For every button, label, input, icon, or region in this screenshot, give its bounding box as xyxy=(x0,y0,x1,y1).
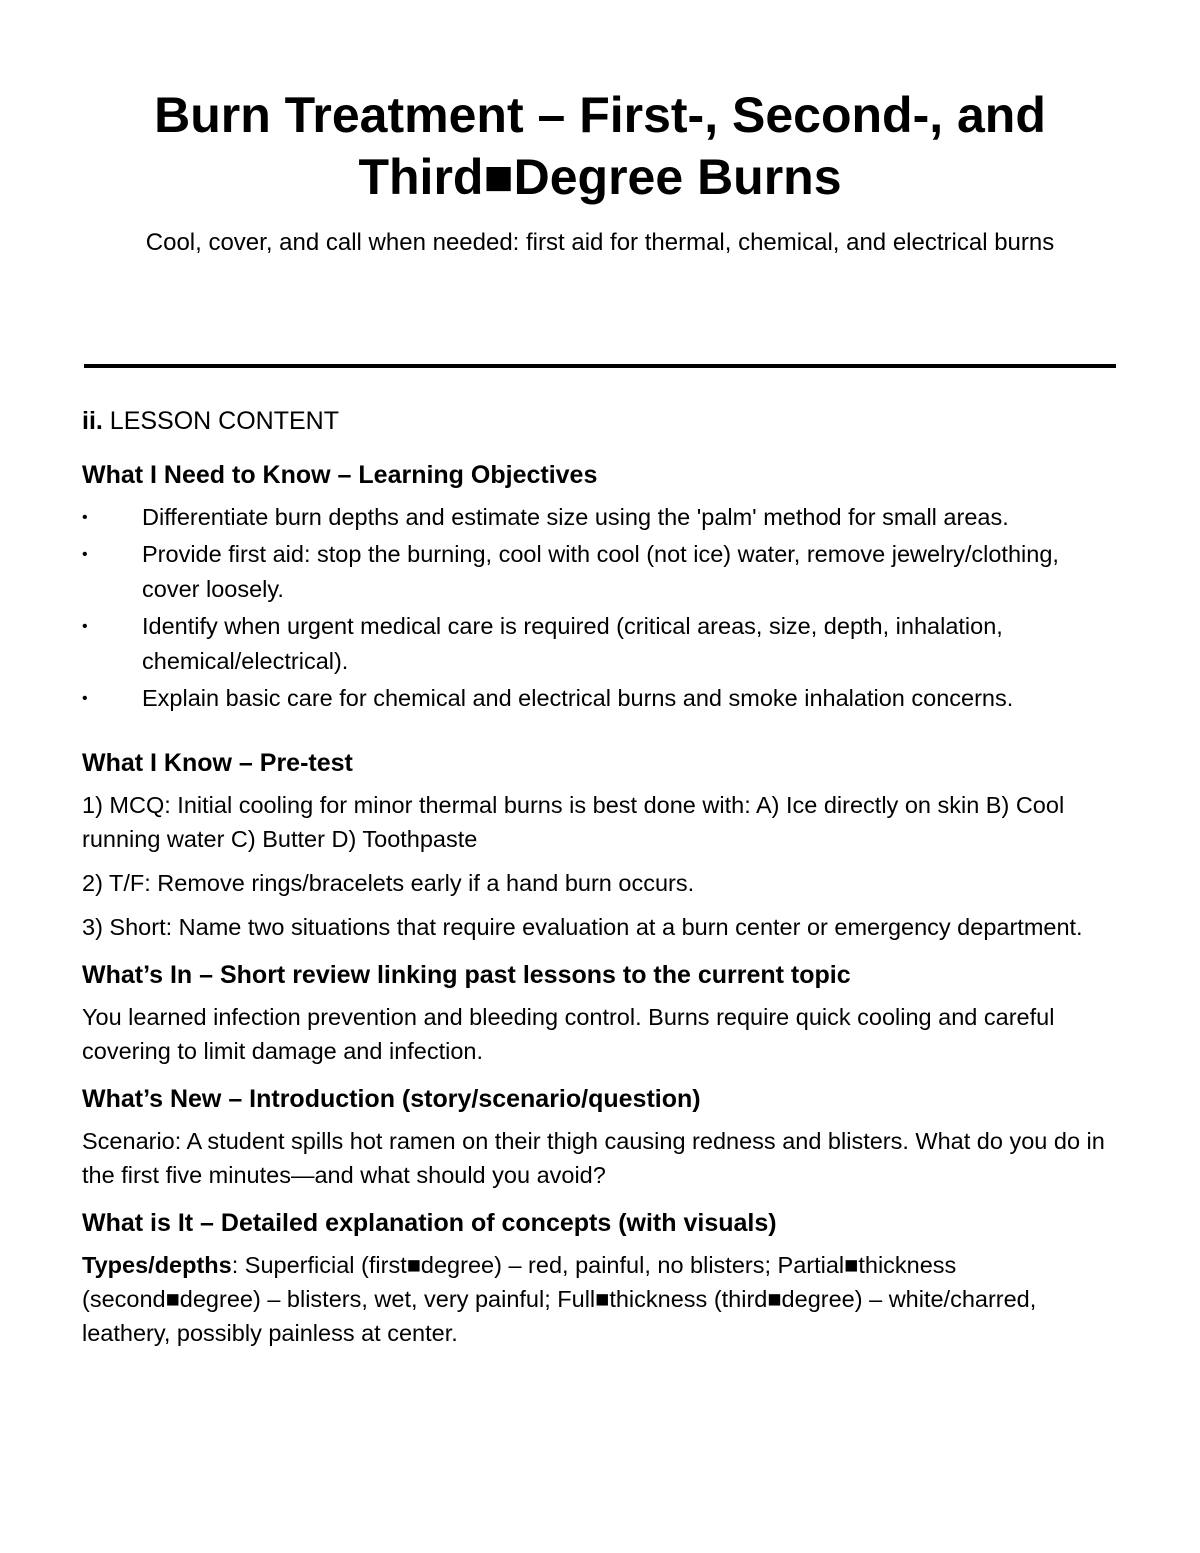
whats-new-heading: What’s New – Introduction (story/scenario/question) xyxy=(82,1085,701,1113)
whats-new-body: Scenario: A student spills hot ramen on their thigh causing redness and blisters. What do you do in the first five minutes—and what should you avoid? xyxy=(82,1128,1105,1188)
bullet-icon: • xyxy=(82,509,88,526)
whats-in-heading: What’s In – Short review linking past lessons to the current topic xyxy=(82,961,851,989)
list-item xyxy=(82,500,1112,535)
what-is-it-lead: Types/depths xyxy=(82,1252,232,1278)
horizontal-divider xyxy=(84,364,1116,368)
whats-in-body: You learned infection prevention and bleeding control. Burns require quick cooling and careful covering to limit damage and infection. xyxy=(82,1004,1055,1064)
bullet-icon: • xyxy=(82,546,88,563)
pretest-question-2: 2) T/F: Remove rings/bracelets early if a hand burn occurs. xyxy=(82,870,695,896)
what-is-it-body xyxy=(82,1248,1112,1350)
section-prefix: ii. xyxy=(82,407,103,435)
bullet-icon: • xyxy=(82,618,88,635)
lesson-content xyxy=(82,404,1112,1360)
what-is-it-text: : Superficial (first■degree) – red, painful, no blisters; Partial■thickness (second■degree) – blisters, wet, very painful; Full■thickness (third■degree) – white/charred, leathery, possibly painless at center. xyxy=(82,1252,1037,1346)
page-title xyxy=(100,84,1100,208)
objectives-heading: What I Need to Know – Learning Objectives xyxy=(82,461,598,489)
bullet-icon: • xyxy=(82,690,88,707)
pretest-question-1: 1) MCQ: Initial cooling for minor thermal burns is best done with: A) Ice directly on skin B) Cool running water C) Butter D) Toothpaste xyxy=(82,792,1065,852)
title-line-1: Burn Treatment – First-, Second-, and xyxy=(154,87,1046,143)
list-item-text: Differentiate burn depths and estimate size using the 'palm' method for small areas. xyxy=(142,504,1009,530)
list-item-text: Provide first aid: stop the burning, cool with cool (not ice) water, remove jewelry/clothing, cover loosely. xyxy=(142,541,1059,602)
page-subtitle: Cool, cover, and call when needed: first aid for thermal, chemical, and electrical burns xyxy=(145,229,1055,256)
pretest-question-3: 3) Short: Name two situations that require evaluation at a burn center or emergency department. xyxy=(82,914,1083,940)
list-item xyxy=(82,537,1112,607)
section-label xyxy=(82,404,1112,438)
list-item xyxy=(82,609,1112,679)
pretest-heading: What I Know – Pre-test xyxy=(82,749,353,777)
objectives-list xyxy=(82,500,1112,716)
list-item-text: Identify when urgent medical care is required (critical areas, size, depth, inhalation, chemical/electrical). xyxy=(142,613,1003,674)
list-item-text: Explain basic care for chemical and electrical burns and smoke inhalation concerns. xyxy=(142,685,1014,711)
section-label-text: LESSON CONTENT xyxy=(102,407,339,435)
list-item xyxy=(82,681,1112,716)
title-line-2: Third■Degree Burns xyxy=(358,149,842,205)
what-is-it-heading: What is It – Detailed explanation of concepts (with visuals) xyxy=(82,1209,777,1237)
